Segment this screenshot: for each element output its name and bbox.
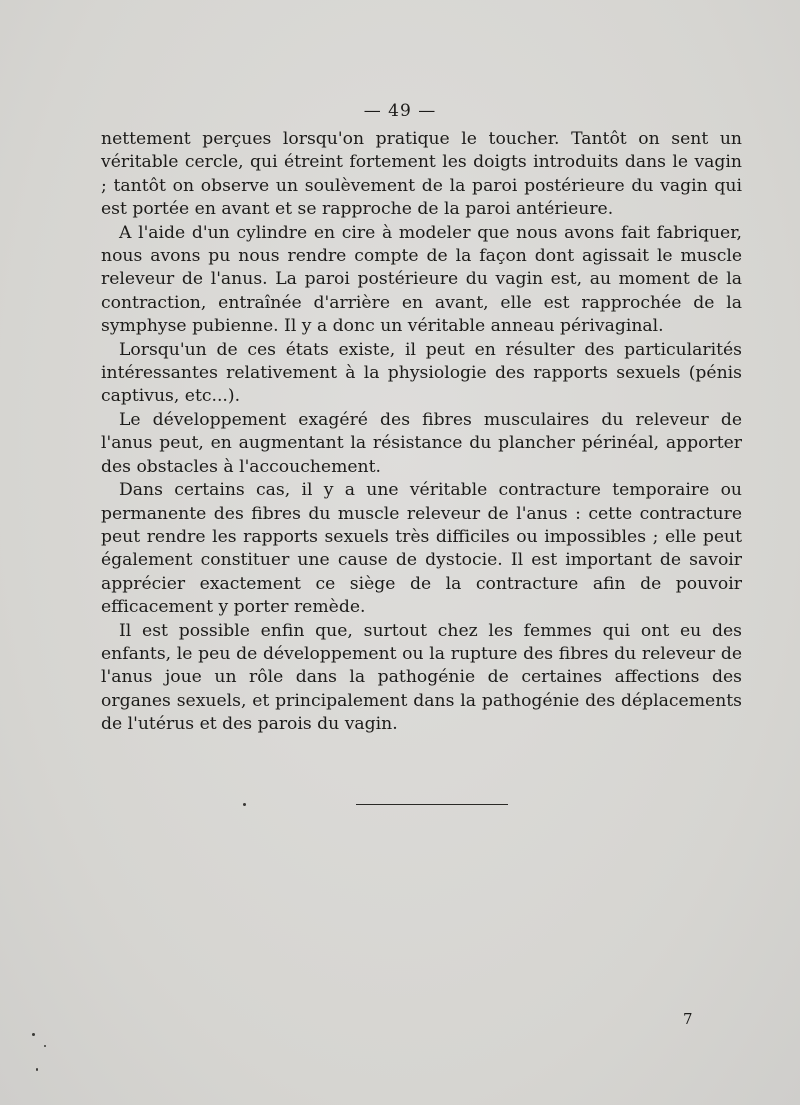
- page-number: — 49 —: [363, 101, 437, 121]
- paragraph: Dans certains cas, il y a une véritable contracture temporaire ou permanente des fibres du muscle releveur de l'anus : cette contracture peut rendre les rapports sexuels très difficiles ou impossibles ; elle peut également constituer une cause de dystocie. Il est important de savoir apprécier exactement ce siège de la contracture afin de pouvoir efficacement y porter remède.: [101, 480, 742, 618]
- ink-speck: [36, 1068, 38, 1071]
- end-rule: [356, 804, 508, 805]
- paragraph: Lorsqu'un de ces états existe, il peut en résulter des particularités intéressantes relativement à la physiologie des rapports sexuels (pénis captivus, etc...).: [101, 339, 742, 407]
- ink-speck: [243, 803, 246, 806]
- signature-mark: 7: [683, 1010, 693, 1028]
- body-text: [101, 128, 742, 737]
- paragraph: A l'aide d'un cylindre en cire à modeler que nous avons fait fabriquer, nous avons pu nous rendre compte de la façon dont agissait le muscle releveur de l'anus. La paroi postérieure du vagin est, au moment de la contraction, entraînée d'arrière en avant, elle est rapprochée de la symphyse pubienne. Il y a donc un véritable anneau périvaginal.: [101, 222, 742, 337]
- paragraph: Il est possible enfin que, surtout chez les femmes qui ont eu des enfants, le peu de développement ou la rupture des fibres du releveur de l'anus joue un rôle dans la pathogénie de certaines affections des organes sexuels, et principalement dans la pathogénie des déplacements de l'utérus et des parois du vagin.: [101, 620, 742, 735]
- ink-speck: [32, 1033, 35, 1036]
- paragraph: Le développement exagéré des fibres musculaires du releveur de l'anus peut, en augmentant la résistance du plancher périnéal, apporter des obstacles à l'accouchement.: [101, 409, 742, 477]
- paragraph: nettement perçues lorsqu'on pratique le toucher. Tantôt on sent un véritable cercle, qui étreint fortement les doigts introduits dans le vagin ; tantôt on observe un soulèvement de la paroi postérieure du vagin qui est portée en avant et se rapproche de la paroi antérieure.: [101, 129, 742, 220]
- ink-speck: [44, 1045, 46, 1047]
